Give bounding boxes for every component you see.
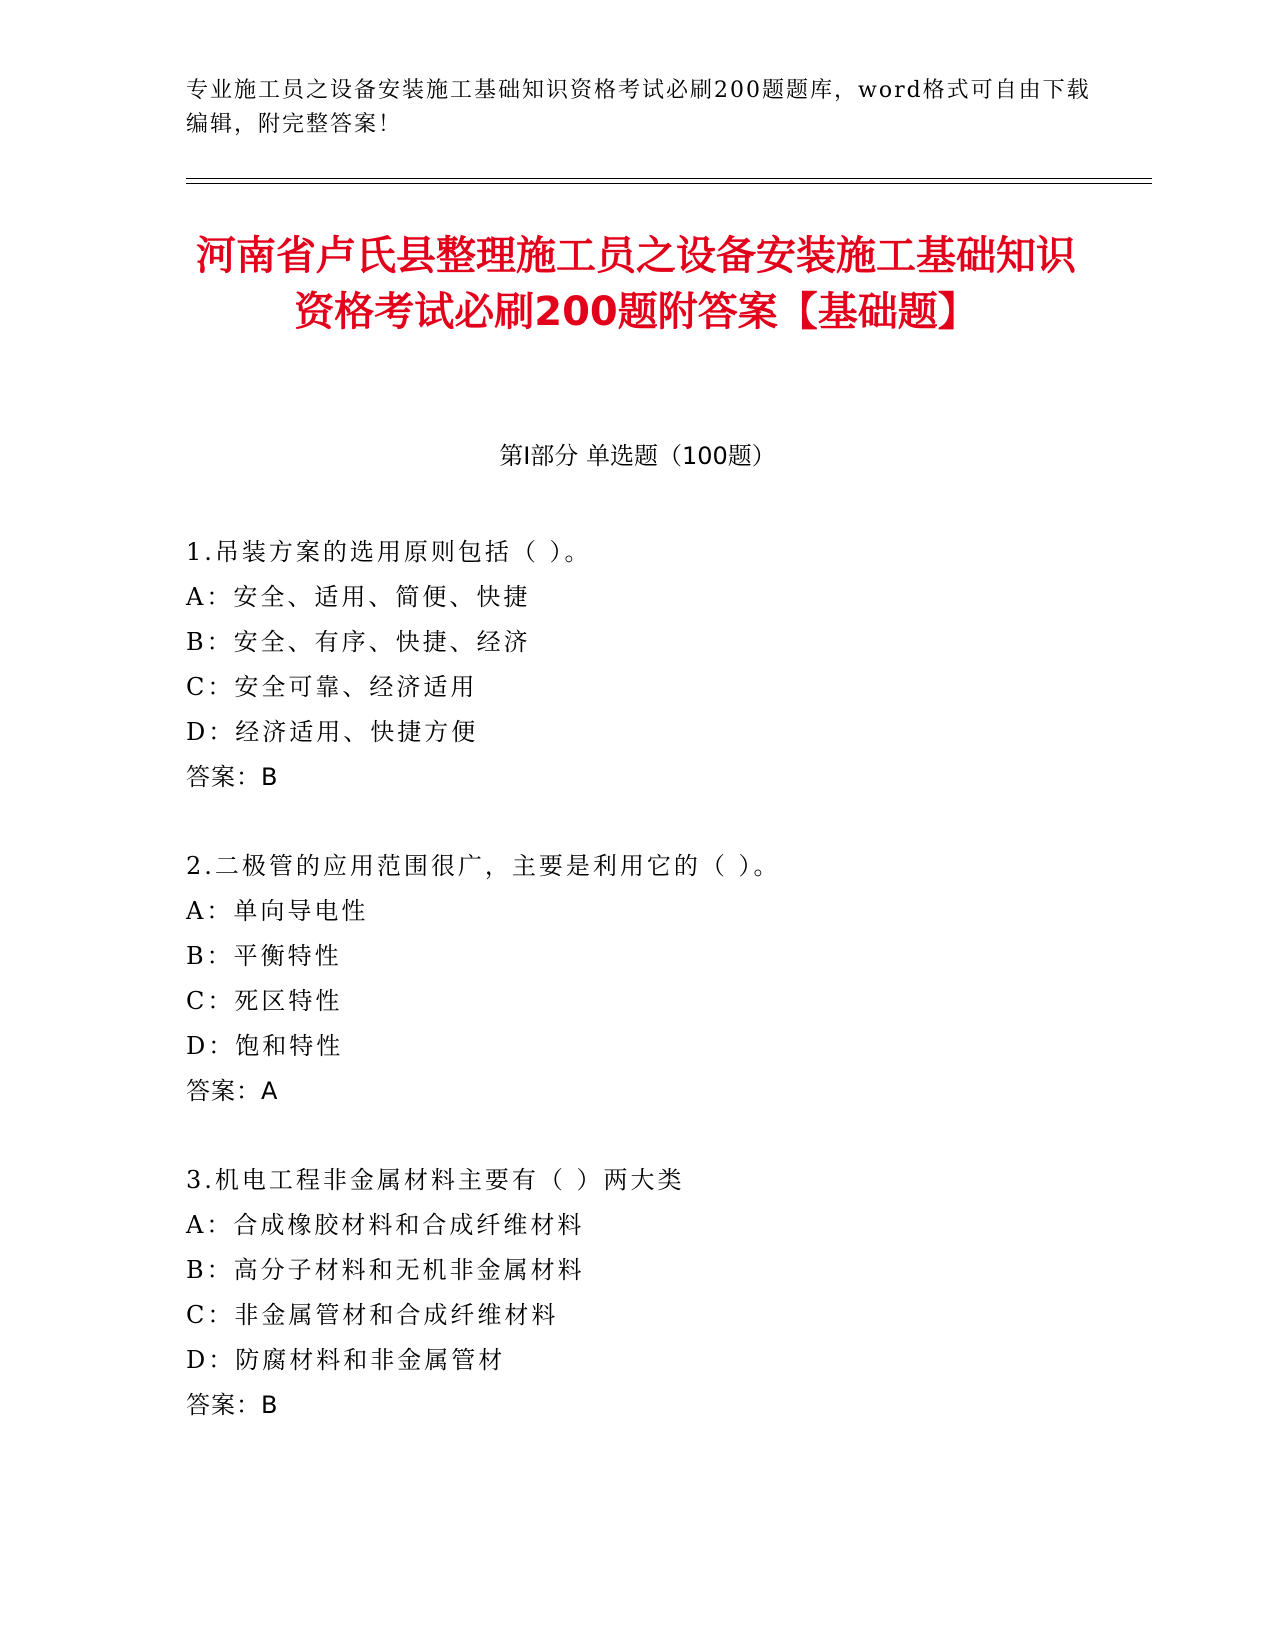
option-a: A：安全、适用、简便、快捷	[186, 583, 531, 611]
option-b: B：高分子材料和无机非金属材料	[186, 1256, 585, 1284]
question-stem: 1.吊装方案的选用原则包括（ ）。	[186, 538, 592, 566]
option-b: B：平衡特性	[186, 942, 342, 970]
option-d: D：饱和特性	[186, 1032, 344, 1060]
option-c: C：安全可靠、经济适用	[186, 673, 478, 701]
question-stem: 3.机电工程非金属材料主要有（ ）两大类	[186, 1166, 685, 1194]
answer: 答案：B	[186, 1391, 279, 1419]
question-1	[186, 530, 1146, 800]
answer: 答案：B	[186, 763, 279, 791]
question-stem: 2.二极管的应用范围很广，主要是利用它的（ ）。	[186, 852, 781, 880]
option-d: D：经济适用、快捷方便	[186, 718, 479, 746]
option-b: B：安全、有序、快捷、经济	[186, 628, 531, 656]
option-d: D：防腐材料和非金属管材	[186, 1346, 506, 1374]
question-2	[186, 844, 1146, 1114]
option-a: A：单向导电性	[186, 897, 369, 925]
answer: 答案：A	[186, 1077, 279, 1105]
document-title: 河南省卢氏县整理施工员之设备安装施工基础知识资格考试必刷200题附答案【基础题】	[196, 233, 1076, 335]
question-list	[186, 530, 1146, 1472]
option-c: C：非金属管材和合成纤维材料	[186, 1301, 559, 1329]
header-rule-top	[186, 178, 1152, 179]
option-a: A：合成橡胶材料和合成纤维材料	[186, 1211, 585, 1239]
section-title: 第Ⅰ部分 单选题（100题）	[499, 442, 776, 470]
question-3	[186, 1158, 1146, 1428]
header-note: 专业施工员之设备安装施工基础知识资格考试必刷200题题库，word格式可自由下载编辑，附完整答案！	[186, 78, 1091, 137]
option-c: C：死区特性	[186, 987, 343, 1015]
header-rule-bottom	[186, 183, 1152, 184]
